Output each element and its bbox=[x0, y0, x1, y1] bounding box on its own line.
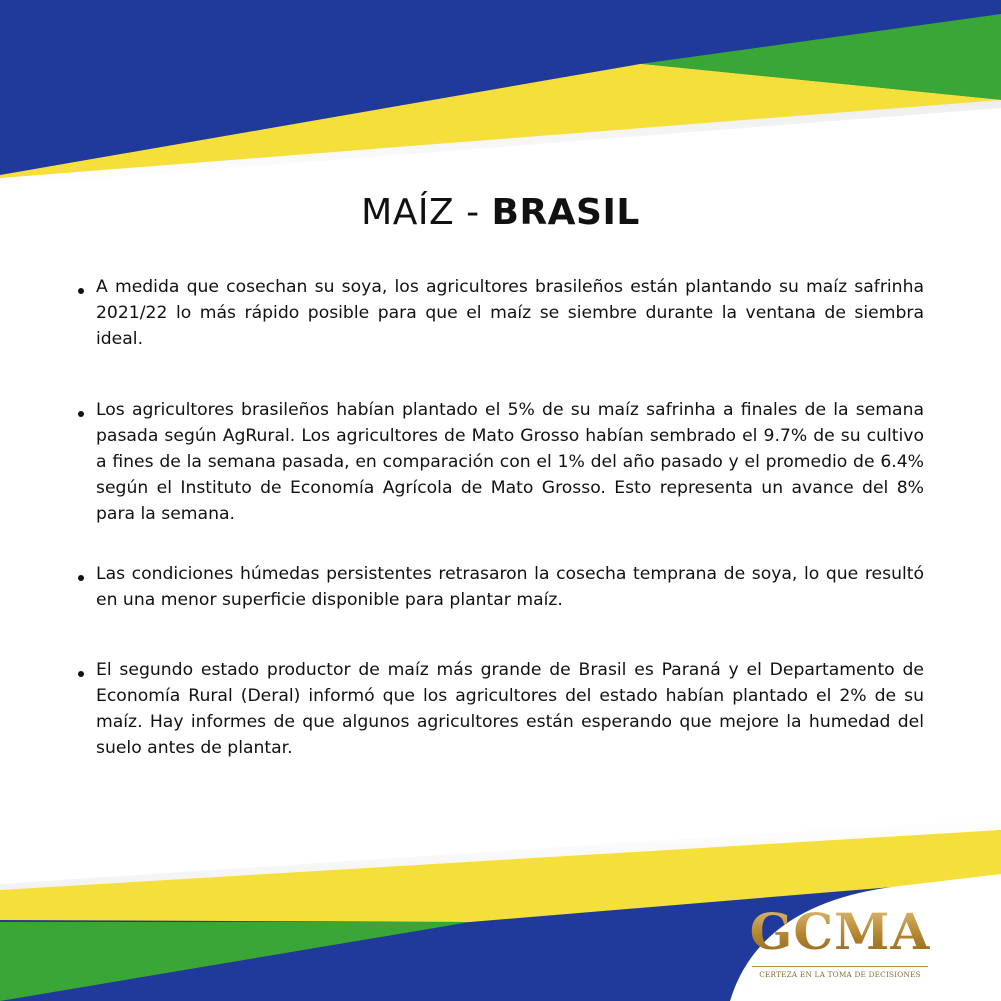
list-item bbox=[78, 274, 924, 352]
logo-divider bbox=[752, 966, 928, 967]
list-item-text: Las condiciones húmedas persistentes retrasaron la cosecha temprana de soya, lo que resultó en una menor superficie disponible para plantar maíz. bbox=[96, 564, 924, 610]
logo-wordmark: GCMA bbox=[740, 902, 940, 962]
page-title bbox=[0, 192, 1001, 233]
title-country: BRASIL bbox=[491, 192, 640, 233]
list-item-text: El segundo estado productor de maíz más grande de Brasil es Paraná y el Departamento de Economía Rural (Deral) informó que los agricultores del estado habían plantado el 2% de su maíz. Hay informes de que algunos agricultores están esperando que mejore la humedad del suelo antes de plantar. bbox=[96, 660, 924, 758]
list-item bbox=[78, 397, 924, 527]
logo-tagline: CERTEZA EN LA TOMA DE DECISIONES bbox=[759, 970, 921, 979]
bullet-dot-icon bbox=[78, 288, 84, 294]
list-item-text: Los agricultores brasileños habían plantado el 5% de su maíz safrinha a finales de la semana pasada según AgRural. Los agricultores de Mato Grosso habían sembrado el 9.7% de su cultivo a fines de la semana pasada, en comparación con el 1% del año pasado y el promedio de 6.4% según el Instituto de Economía Agrícola de Mato Grosso. Esto representa un avance del 8% para la semana. bbox=[96, 400, 924, 524]
title-country-prefix: MAÍZ - bbox=[361, 192, 492, 233]
bullet-dot-icon bbox=[78, 671, 84, 677]
gcma-logo bbox=[740, 902, 940, 997]
top-flag-decoration bbox=[0, 0, 1001, 200]
list-item bbox=[78, 657, 924, 761]
bullet-dot-icon bbox=[78, 575, 84, 581]
bullet-dot-icon bbox=[78, 411, 84, 417]
list-item bbox=[78, 561, 924, 613]
list-item-text: A medida que cosechan su soya, los agricultores brasileños están plantando su maíz safrinha 2021/22 lo más rápido posible para que el maíz se siembre durante la ventana de siembra ideal. bbox=[96, 277, 924, 349]
